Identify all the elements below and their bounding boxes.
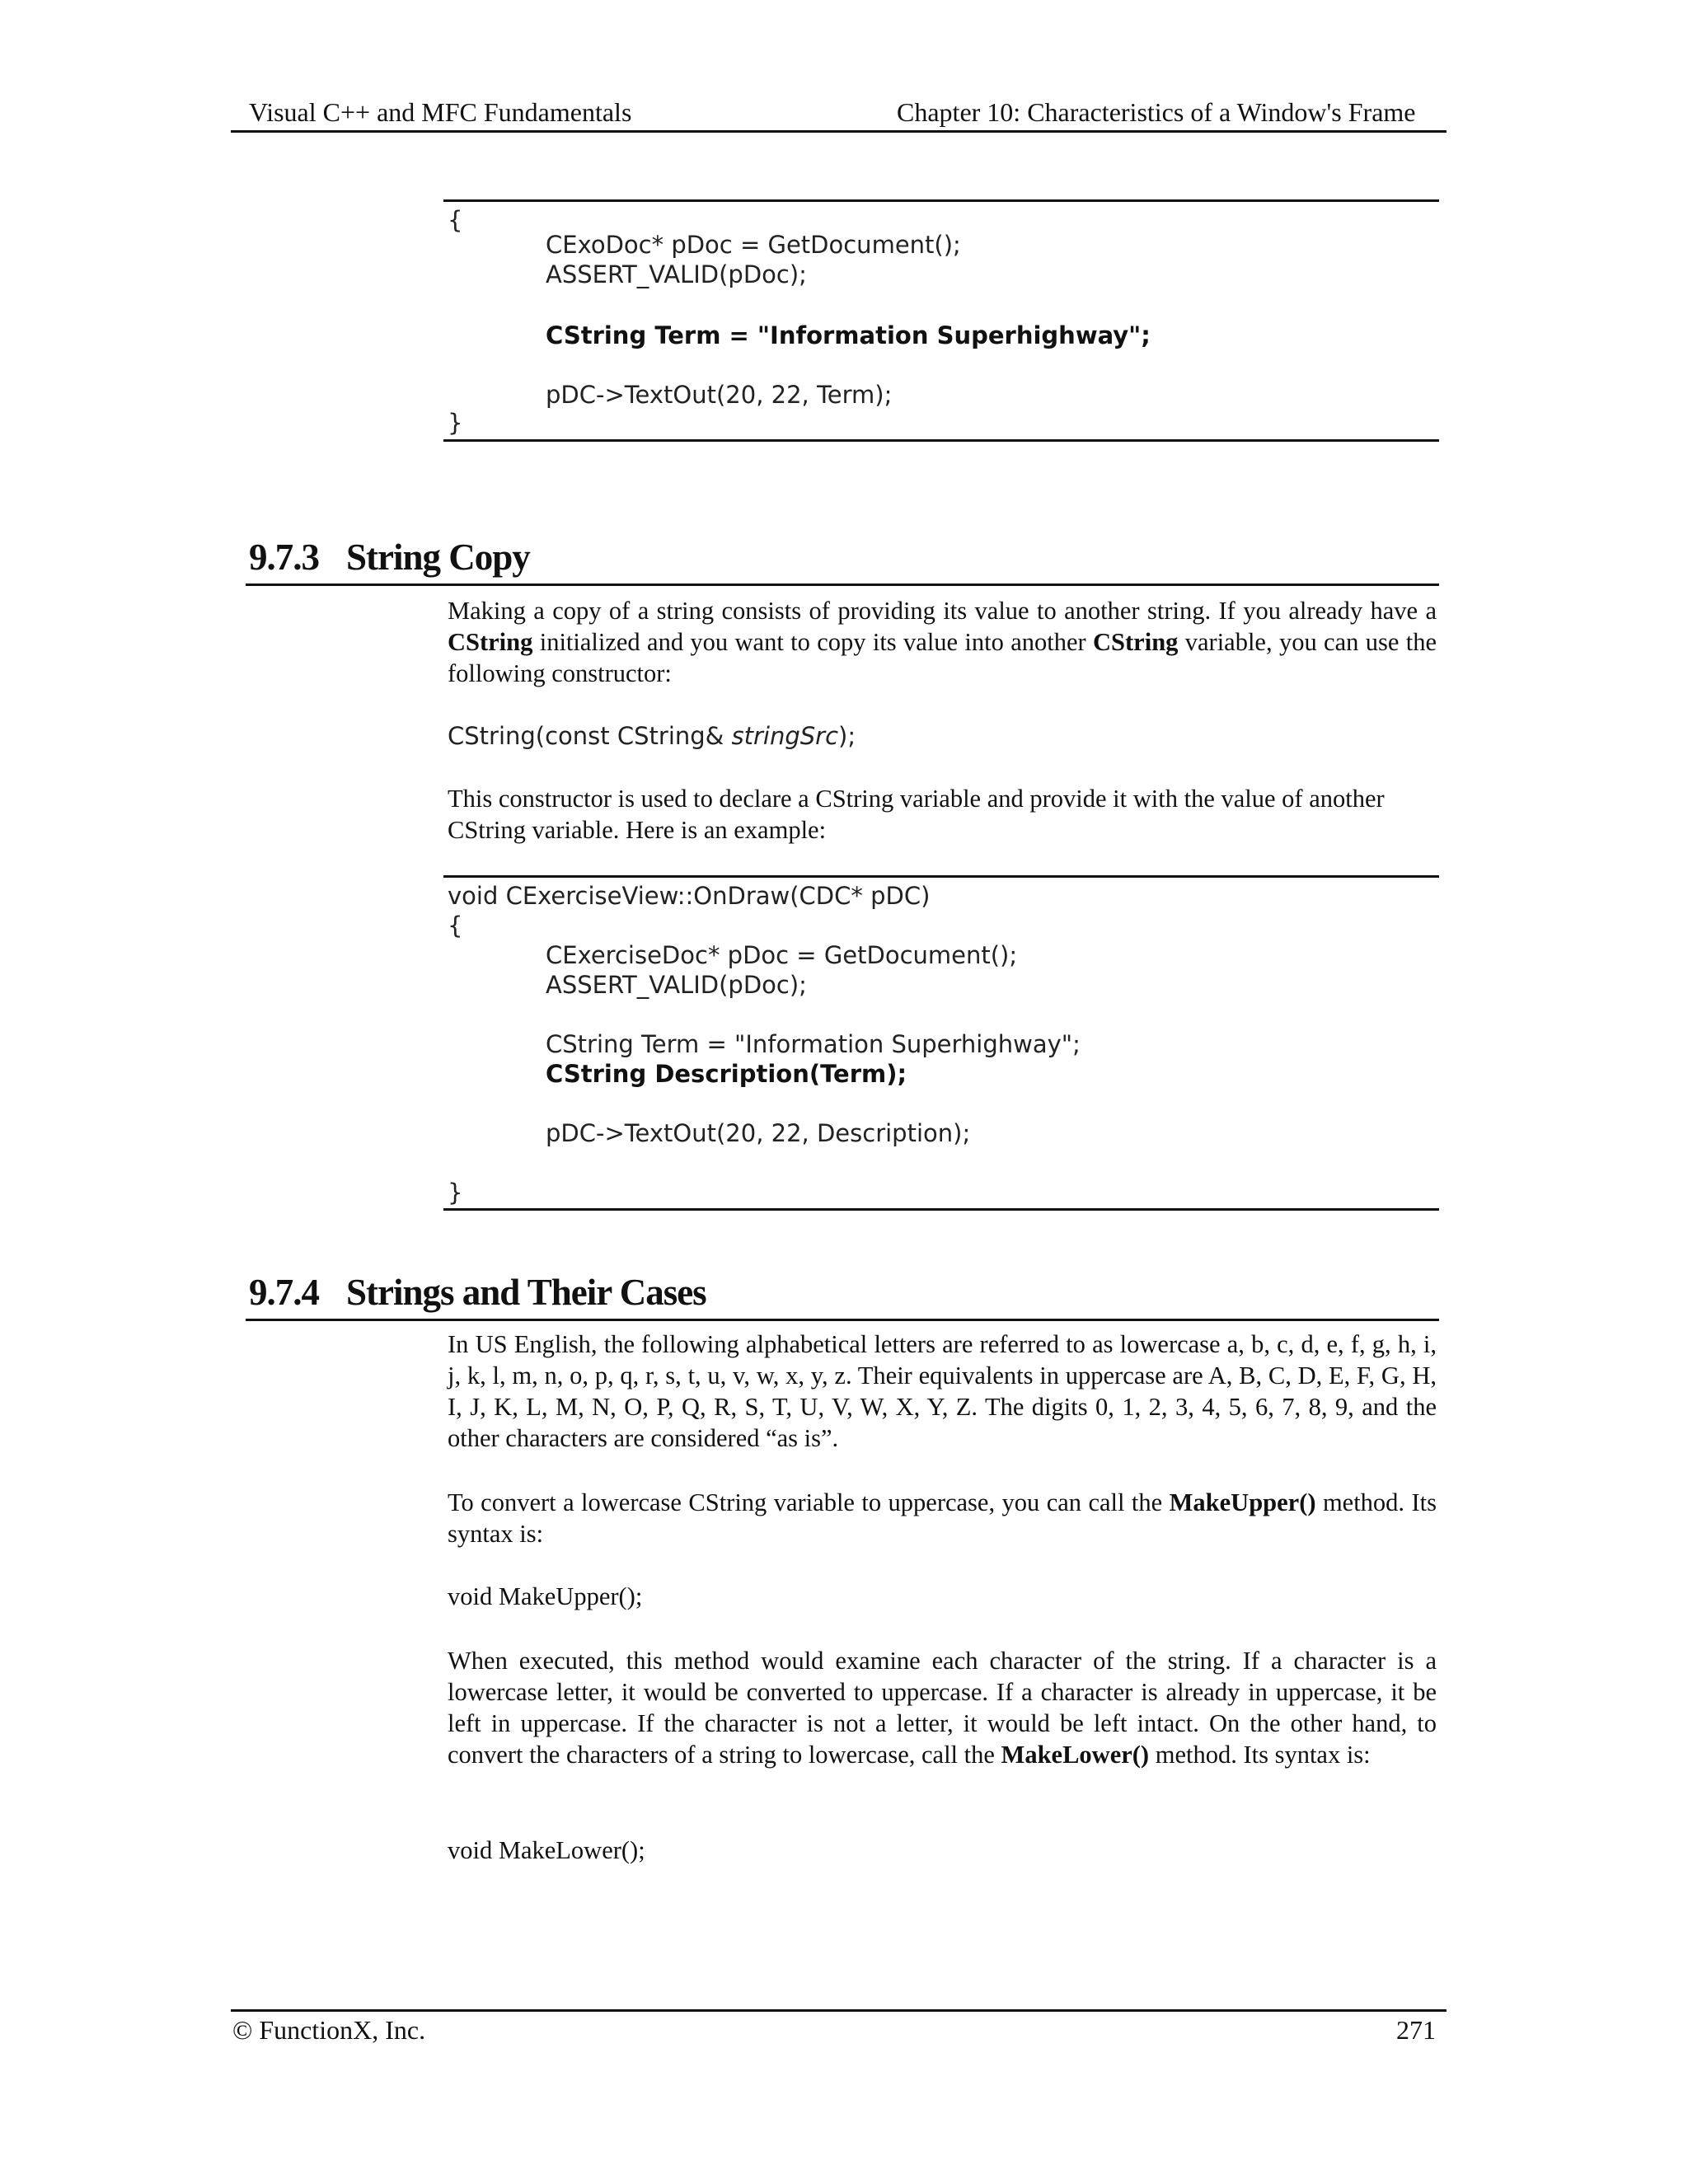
syntax-suffix: ); (838, 722, 856, 750)
section-973-rule (246, 583, 1439, 586)
header-right: Chapter 10: Characteristics of a Window's Frame (897, 97, 1416, 127)
code-1-close-brace: } (448, 409, 463, 437)
make-lower-syntax: void MakeLower(); (448, 1836, 645, 1864)
code-2-line-3: CString Term = "Information Superhighway"; (546, 1030, 1081, 1058)
code-2-line-4-bold: CString Description(Term); (546, 1060, 907, 1088)
code-2-open-brace: { (448, 912, 463, 940)
para1-bold-cstring-1: CString (448, 628, 533, 656)
code-1-line-2: ASSERT_VALID(pDoc); (546, 260, 807, 288)
para1-text-a: Making a copy of a string consists of providing its value to another string. If you already have a (448, 597, 1437, 625)
para3-text-a: When executed, this method would examine each character of the string. If a character is a lowercase letter, it would be converted to uppercase. If a character is already in uppercase, it be left in uppercase. If the character is not a letter, it would be left intact. On the other hand, to convert the characters of a string to lowercase, call the (448, 1647, 1437, 1769)
code-1-line-3-bold: CString Term = "Information Superhighway"; (546, 321, 1151, 349)
footer-rule (231, 2009, 1447, 2012)
code-2-line-0: void CExerciseView::OnDraw(CDC* pDC) (448, 882, 931, 910)
section-973-heading (249, 536, 530, 579)
make-upper-syntax: void MakeUpper(); (448, 1582, 643, 1610)
header-rule (231, 130, 1447, 133)
cstring-copy-constructor-syntax (448, 722, 856, 750)
code-1-line-1: CExoDoc* pDoc = GetDocument(); (546, 231, 961, 259)
footer-copyright: © FunctionX, Inc. (232, 2015, 426, 2045)
section-974-title: Strings and Their Cases (346, 1272, 706, 1313)
make-lower-bold: MakeLower() (1001, 1741, 1150, 1769)
code-1-line-4: pDC->TextOut(20, 22, Term); (546, 381, 893, 409)
page-number: 271 (1396, 2015, 1436, 2045)
section-974-paragraph-2 (448, 1487, 1437, 1549)
section-974-paragraph-3 (448, 1645, 1437, 1770)
make-upper-bold: MakeUpper() (1169, 1488, 1316, 1516)
code-block-1-bottom-rule (443, 439, 1439, 442)
para2-text-c: method. Its syntax is: (448, 1488, 1437, 1548)
header-left: Visual C++ and MFC Fundamentals (249, 97, 632, 127)
code-2-close-brace: } (448, 1179, 463, 1207)
para1-text-c: initialized and you want to copy its value into another (532, 628, 1094, 656)
section-973-title: String Copy (346, 537, 530, 578)
code-2-line-1: CExerciseDoc* pDoc = GetDocument(); (546, 941, 1018, 969)
para3-text-c: method. Its syntax is: (1149, 1741, 1371, 1769)
para1-text-d: variable, you can use the following constructor: (448, 628, 1437, 687)
syntax-prefix: CString(const CString& (448, 722, 732, 750)
section-974-rule (246, 1319, 1439, 1321)
syntax-param: stringSrc (731, 722, 839, 750)
para1-bold-cstring-2: CString (1093, 628, 1179, 656)
code-2-line-5: pDC->TextOut(20, 22, Description); (546, 1119, 971, 1147)
section-974-number: 9.7.4 (249, 1272, 319, 1313)
code-1-open-brace: { (448, 206, 463, 234)
section-973-number: 9.7.3 (249, 537, 319, 578)
section-973-paragraph-1 (448, 595, 1437, 689)
section-974-heading (249, 1271, 706, 1314)
code-block-1-top-rule (443, 199, 1439, 202)
code-block-2-bottom-rule (443, 1208, 1439, 1211)
section-974-paragraph-1: In US English, the following alphabetical letters are referred to as lowercase a, b, c, d, e, f, g, h, i, j, k, l, m, n, o, p, q, r, s, t, u, v, w, x, y, z. Their equivalents in uppercase are A, B, C, D, E, F, G, H, I, J, K, L, M, N, O, P, Q, R, S, T, U, V, W, X, Y, Z. The digits 0, 1, 2, 3, 4, 5, 6, 7, 8, 9, and the other characters are considered “as is”. (448, 1330, 1437, 1452)
para2-text-a: To convert a lowercase CString variable to uppercase, you can call the (448, 1488, 1170, 1516)
code-block-2-top-rule (443, 875, 1439, 878)
section-973-paragraph-2: This constructor is used to declare a CString variable and provide it with the value of another CString variable. Here is an example: (448, 785, 1385, 844)
code-2-line-2: ASSERT_VALID(pDoc); (546, 971, 807, 999)
